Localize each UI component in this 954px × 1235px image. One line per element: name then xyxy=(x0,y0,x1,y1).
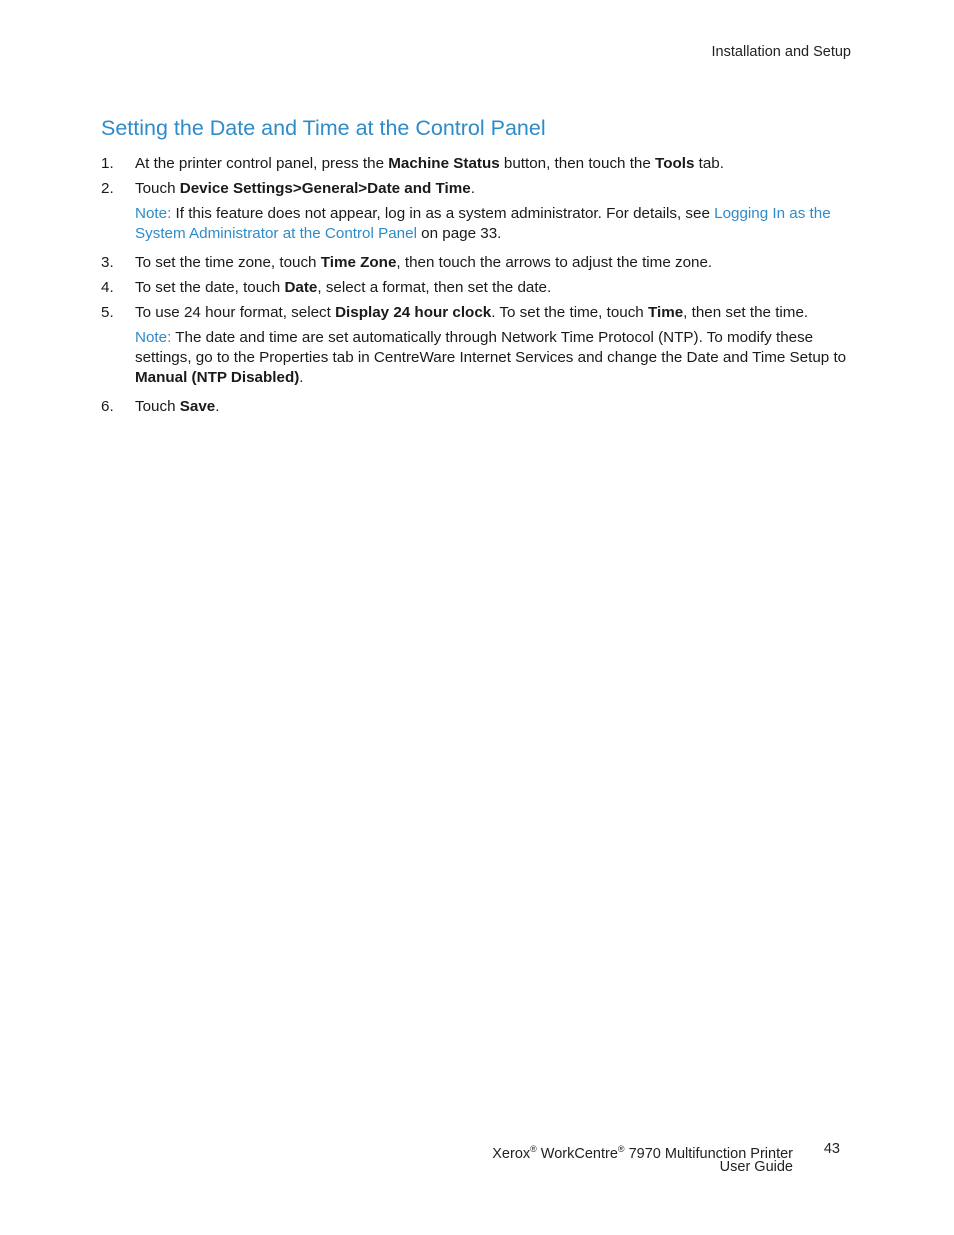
note-text: on page 33. xyxy=(416,225,502,242)
registered-mark: ® xyxy=(617,1144,625,1154)
ui-term-manual-ntp-disabled: Manual (NTP Disabled) xyxy=(135,369,300,386)
note-label: Note: xyxy=(135,329,172,346)
product-model: 7970 Multifunction Printer xyxy=(624,1146,793,1162)
step-text: To set the time zone, touch xyxy=(135,254,321,271)
note-text: If this feature does not appear, log in as a system administrator. For details, see xyxy=(171,205,715,222)
step-5 xyxy=(101,303,861,323)
step-text: At the printer control panel, press the xyxy=(135,155,389,172)
step-number: 2. xyxy=(101,180,114,197)
ui-term-time-zone: Time Zone xyxy=(320,254,397,271)
step-text: , then touch the arrows to adjust the time zone. xyxy=(396,254,713,271)
product-line: WorkCentre xyxy=(536,1146,618,1162)
ui-term-date-and-time: Date and Time xyxy=(367,180,471,197)
step-text: tab. xyxy=(694,155,724,172)
ui-term-save: Save xyxy=(179,398,216,415)
cross-reference-link[interactable]: Logging In as the System Administrator at the Control Panel xyxy=(135,205,831,242)
note-text: The date and time are set automatically through Network Time Protocol (NTP). To modify these settings, go to the Properties tab in CentreWare Internet Services and change the Date and Time Setup to xyxy=(135,329,847,366)
step-text: button, then touch the xyxy=(499,155,656,172)
step-text: Touch xyxy=(135,398,180,415)
note-text: . xyxy=(299,369,304,386)
step-text: . To set the time, touch xyxy=(491,304,648,321)
steps-list xyxy=(101,154,861,422)
step-number: 4. xyxy=(101,279,114,296)
ui-term-date: Date xyxy=(284,279,318,296)
step-2 xyxy=(101,179,861,199)
step-number: 5. xyxy=(101,304,114,321)
ui-term-time: Time xyxy=(647,304,684,321)
step-text: , select a format, then set the date. xyxy=(317,279,552,296)
ui-term-general: General xyxy=(301,180,359,197)
ui-term-tools: Tools xyxy=(655,155,695,172)
page-title: Setting the Date and Time at the Control Panel xyxy=(101,116,546,140)
ui-term-display-24-hour-clock: Display 24 hour clock xyxy=(335,304,492,321)
step-4 xyxy=(101,278,861,298)
footer-guide-title: User Guide xyxy=(719,1158,793,1175)
separator: > xyxy=(292,180,302,197)
brand-name: Xerox xyxy=(492,1146,531,1162)
step-6 xyxy=(101,397,861,417)
step-text: To set the date, touch xyxy=(135,279,285,296)
step-1 xyxy=(101,154,861,174)
page-number: 43 xyxy=(823,1141,840,1157)
note-1 xyxy=(101,204,861,244)
step-number: 1. xyxy=(101,155,114,172)
note-label: Note: xyxy=(135,205,172,222)
step-text: . xyxy=(215,398,220,415)
separator: > xyxy=(358,180,368,197)
step-text: . xyxy=(470,180,475,197)
step-text: , then set the time. xyxy=(683,304,809,321)
running-header: Installation and Setup xyxy=(711,44,851,60)
step-text: Touch xyxy=(135,180,180,197)
step-number: 6. xyxy=(101,398,114,415)
step-number: 3. xyxy=(101,254,114,271)
ui-term-machine-status: Machine Status xyxy=(388,155,500,172)
step-3 xyxy=(101,253,861,273)
note-2 xyxy=(101,328,861,388)
step-text: To use 24 hour format, select xyxy=(135,304,336,321)
ui-term-device-settings: Device Settings xyxy=(179,180,293,197)
registered-mark: ® xyxy=(530,1144,537,1154)
